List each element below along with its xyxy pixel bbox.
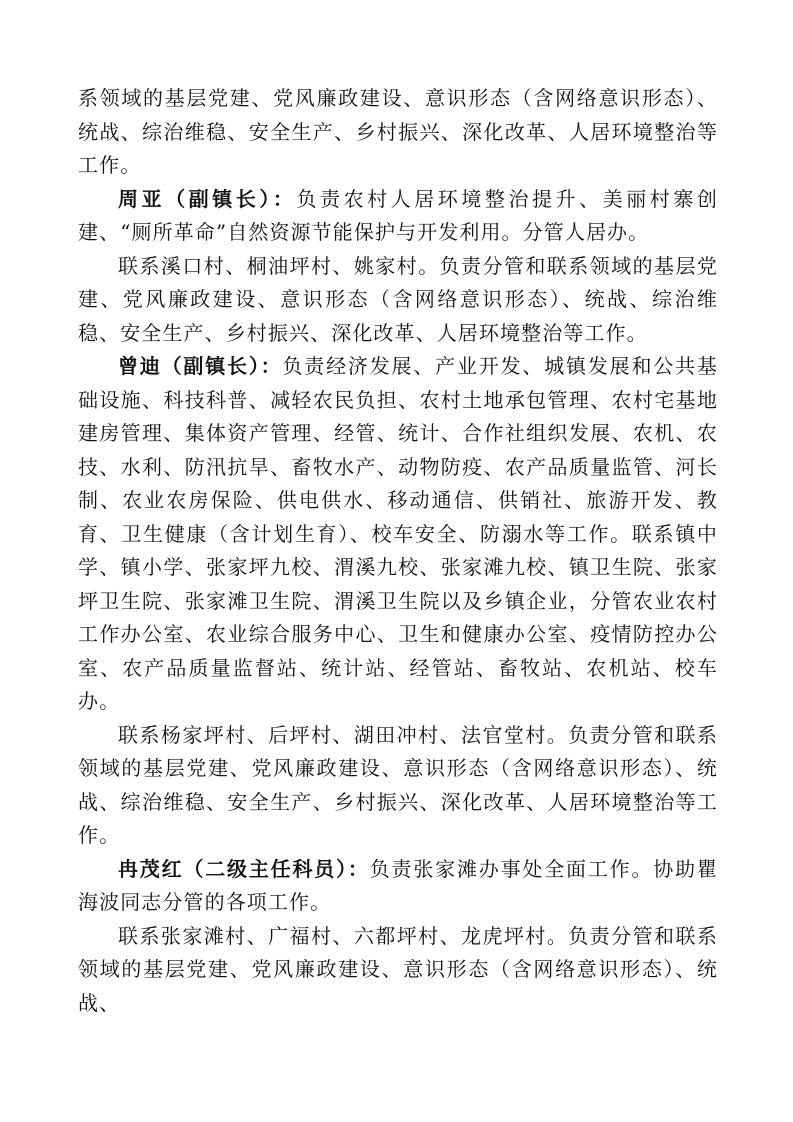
paragraph-zhou-ya xyxy=(78,183,718,250)
paragraph-zeng-di xyxy=(78,350,718,719)
paragraph-text: 负责农村人居环境整治提升、美丽村寨创建、“厕所革命”自然资源节能保护与开发利用。分管人居办。 xyxy=(78,186,718,244)
official-name-heading: 冉茂红（二级主任科员）： xyxy=(118,856,370,881)
paragraph-ran-maohong xyxy=(78,853,718,920)
paragraph-text: 系领域的基层党建、党风廉政建设、意识形态（含网络意识形态）、统战、综治维稳、安全生产、乡村振兴、深化改革、人居环境整治等工作。 xyxy=(78,86,718,177)
paragraph-zhou-ya-contacts xyxy=(78,250,718,351)
paragraph-text: 负责经济发展、产业开发、城镇发展和公共基础设施、科技科普、减轻农民负担、农村土地承包管理、农村宅基地建房管理、集体资产管理、经管、统计、合作社组织发展、农机、农技、水利、防汛抗旱、畜牧水产、动物防疫、农产品质量监管、河长制、农业农房保险、供电供水、移动通信、供销社、旅游开发、教育、卫生健康（含计划生育）、校车安全、防溺水等工作。联系镇中学、镇小学、张家坪九校、渭溪九校、张家滩九校、镇卫生院、张家坪卫生院、张家滩卫生院、渭溪卫生院以及乡镇企业，分管农业农村工作办公室、农业综合服务中心、卫生和健康办公室、疫情防控办公室、农产品质量监督站、统计站、经管站、畜牧站、农机站、校车办。 xyxy=(78,354,719,713)
paragraph-text: 联系杨家坪村、后坪村、湖田冲村、法官堂村。负责分管和联系领域的基层党建、党风廉政建设、意识形态（含网络意识形态）、统战、综治维稳、安全生产、乡村振兴、深化改革、人居环境整治等工作。 xyxy=(78,722,718,847)
paragraph-continuation xyxy=(78,82,718,183)
paragraph-text: 联系张家滩村、广福村、六都坪村、龙虎坪村。负责分管和联系领域的基层党建、党风廉政建设、意识形态（含网络意识形态）、统战、 xyxy=(78,923,718,1015)
official-name-heading: 周亚（副镇长）： xyxy=(118,186,297,211)
paragraph-ran-maohong-contacts xyxy=(78,920,718,1021)
paragraph-zeng-di-contacts xyxy=(78,719,718,853)
document-page xyxy=(78,82,718,1020)
official-name-heading: 曾迪（副镇长）： xyxy=(118,354,283,378)
paragraph-text: 联系溪口村、桐油坪村、姚家村。负责分管和联系领域的基层党建、党风廉政建设、意识形态（含网络意识形态）、统战、综治维稳、安全生产、乡村振兴、深化改革、人居环境整治等工作。 xyxy=(78,253,718,345)
paragraph-text: 负责张家滩办事处全面工作。协助瞿海波同志分管的各项工作。 xyxy=(78,856,718,914)
